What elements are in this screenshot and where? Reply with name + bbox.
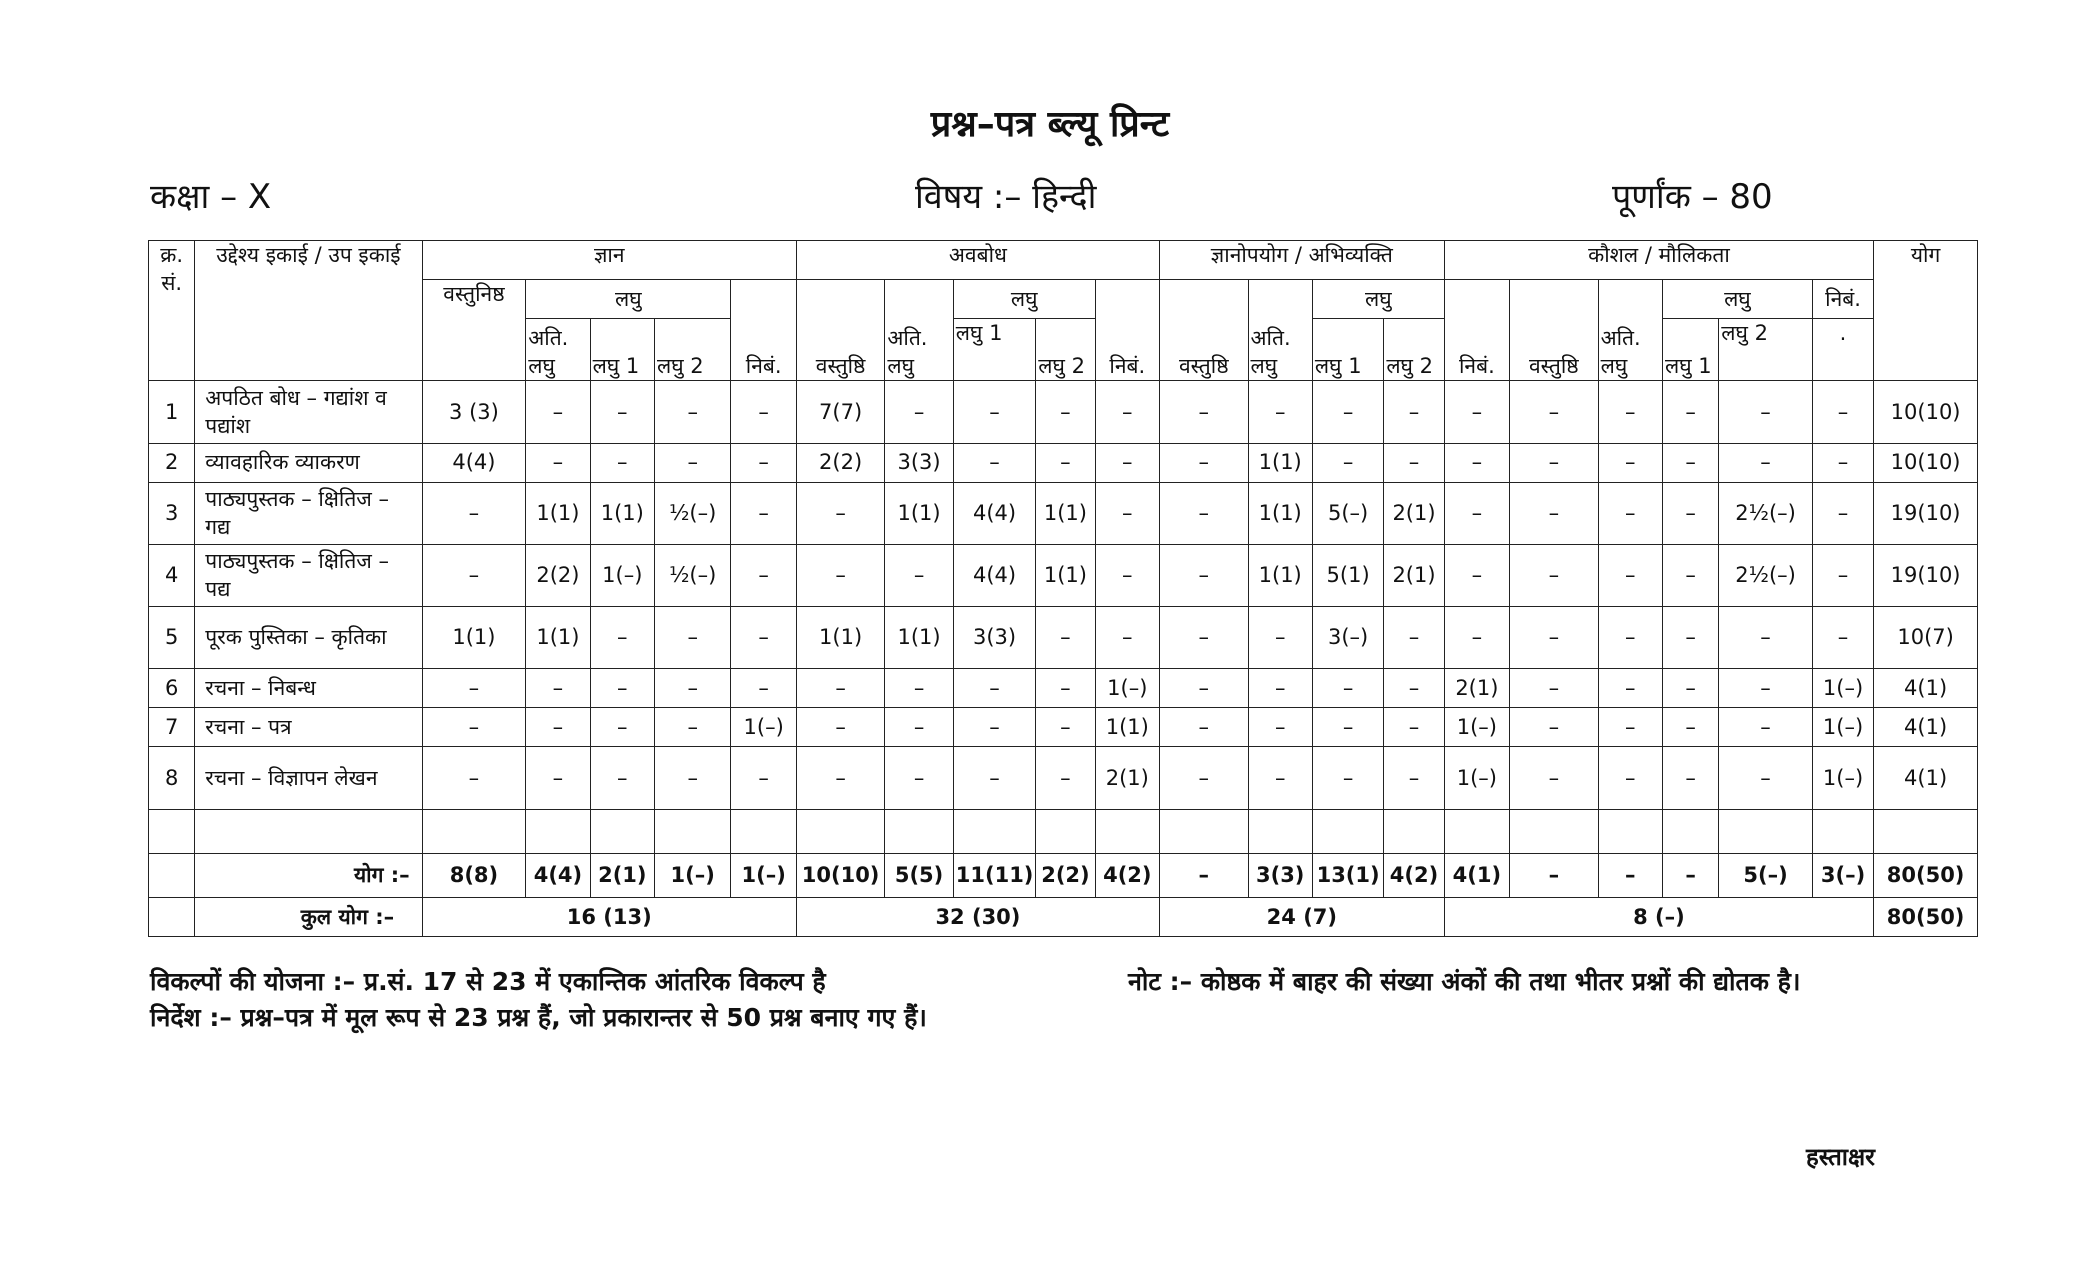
row-cell: – <box>1812 381 1873 443</box>
header-essay: निबं. <box>1444 280 1509 381</box>
row-cell: – <box>1662 607 1718 669</box>
row-cell: – <box>526 669 590 708</box>
row-cell: – <box>654 381 730 443</box>
class-label: कक्षा – X <box>150 177 272 217</box>
row-cell: – <box>1510 482 1599 544</box>
row-cell: 5(1) <box>1312 544 1383 606</box>
row-cell: 4(4) <box>422 443 526 482</box>
row-cell: – <box>1095 544 1159 606</box>
row-cell: 4(4) <box>953 482 1035 544</box>
header-short: लघु <box>1312 280 1444 319</box>
row-cell: – <box>731 443 796 482</box>
row-cell: – <box>1444 607 1509 669</box>
row-cell: – <box>796 747 885 809</box>
row-cell: 1(1) <box>796 607 885 669</box>
grand-total-row <box>149 897 1978 936</box>
sum-cell: 11(11) <box>953 853 1035 897</box>
row-cell: – <box>1036 607 1095 669</box>
row-cell: – <box>731 607 796 669</box>
table-row <box>149 381 1978 443</box>
row-cell: – <box>1598 747 1662 809</box>
row-total: 19(10) <box>1874 482 1978 544</box>
header-short: लघु <box>526 280 731 319</box>
sum-cell: 3(–) <box>1812 853 1873 897</box>
sum-cell: 4(1) <box>1444 853 1509 897</box>
row-cell: – <box>1312 708 1383 747</box>
table-row <box>149 482 1978 544</box>
table-row <box>149 747 1978 809</box>
row-cell: – <box>1444 482 1509 544</box>
sum-cell: 5(–) <box>1719 853 1813 897</box>
row-cell: – <box>1510 381 1599 443</box>
row-cell: – <box>1662 669 1718 708</box>
blueprint-table <box>148 240 1978 937</box>
table-row <box>149 544 1978 606</box>
row-cell: – <box>1248 607 1312 669</box>
grand-total-label: कुल योग :– <box>195 897 422 936</box>
header-very-short: अति. लघु <box>885 280 953 381</box>
row-cell: 1(–) <box>1812 708 1873 747</box>
row-cell: – <box>1598 482 1662 544</box>
row-cell: 1(1) <box>1036 482 1095 544</box>
row-cell: – <box>1160 607 1249 669</box>
header-very-short: अति. लघु <box>1598 280 1662 381</box>
row-cell: – <box>422 708 526 747</box>
header-group-understanding: अवबोध <box>796 241 1159 280</box>
table-row <box>149 669 1978 708</box>
row-cell: – <box>1662 708 1718 747</box>
row-cell: – <box>590 747 654 809</box>
row-total: 19(10) <box>1874 544 1978 606</box>
row-cell: 1(–) <box>731 708 796 747</box>
row-cell: – <box>1510 544 1599 606</box>
row-cell: 1(1) <box>885 482 953 544</box>
sum-cell: – <box>1160 853 1249 897</box>
row-total: 10(7) <box>1874 607 1978 669</box>
row-cell: 2(1) <box>1384 482 1444 544</box>
row-topic: पाठ्यपुस्तक – क्षितिज – गद्य <box>195 482 422 544</box>
row-cell: – <box>953 381 1035 443</box>
signature-label: हस्ताक्षर <box>1806 1143 1875 1171</box>
row-cell: – <box>590 381 654 443</box>
row-cell: – <box>1662 482 1718 544</box>
row-cell: – <box>1160 443 1249 482</box>
header-short-1: लघु 1 <box>1312 319 1383 381</box>
row-cell: – <box>1384 443 1444 482</box>
options-scheme-text: विकल्पों की योजना :– प्र.सं. 17 से 23 में एकान्तिक आंतरिक विकल्प है <box>150 967 826 996</box>
row-cell: 2(2) <box>796 443 885 482</box>
row-cell: – <box>590 607 654 669</box>
sum-cell: 4(2) <box>1384 853 1444 897</box>
direction-text: निर्देश :– प्रश्न–पत्र में मूल रूप से 23 प्रश्न हैं, जो प्रकारान्तर से 50 प्रश्न बनाए गए हैं। <box>150 1003 927 1032</box>
header-objective: वस्तुष्ठि <box>1510 280 1599 381</box>
row-cell: – <box>1160 747 1249 809</box>
row-cell: – <box>885 381 953 443</box>
row-cell: 1(1) <box>885 607 953 669</box>
sum-cell: 5(5) <box>885 853 953 897</box>
row-cell: – <box>1384 708 1444 747</box>
row-cell: 2½(–) <box>1719 482 1813 544</box>
row-cell: – <box>1095 607 1159 669</box>
row-cell: 1(1) <box>1248 482 1312 544</box>
table-row <box>149 607 1978 669</box>
sum-total: 80(50) <box>1874 853 1978 897</box>
header-very-short: अति. लघु <box>526 319 590 381</box>
row-cell: – <box>526 443 590 482</box>
sum-cell: 10(10) <box>796 853 885 897</box>
row-topic: रचना – पत्र <box>195 708 422 747</box>
row-cell: – <box>1312 381 1383 443</box>
header-group-knowledge: ज्ञान <box>422 241 796 280</box>
row-cell: – <box>1510 669 1599 708</box>
row-cell: – <box>1312 443 1383 482</box>
row-cell: – <box>731 669 796 708</box>
sum-row <box>149 853 1978 897</box>
row-cell: 1(–) <box>590 544 654 606</box>
row-cell: – <box>526 381 590 443</box>
header-dot: . <box>1812 319 1873 381</box>
header-short: लघु <box>953 280 1095 319</box>
row-sno: 3 <box>149 482 195 544</box>
row-cell: – <box>1095 381 1159 443</box>
sum-cell: 1(–) <box>731 853 796 897</box>
row-cell: – <box>1248 747 1312 809</box>
row-topic: पाठ्यपुस्तक – क्षितिज – पद्य <box>195 544 422 606</box>
row-cell: – <box>1036 708 1095 747</box>
row-cell: ½(–) <box>654 544 730 606</box>
row-cell: – <box>1248 669 1312 708</box>
header-short-2: लघु 2 <box>1036 319 1095 381</box>
row-cell: – <box>1598 381 1662 443</box>
row-cell: – <box>1444 381 1509 443</box>
sum-cell: – <box>1598 853 1662 897</box>
row-cell: – <box>1036 381 1095 443</box>
row-cell: – <box>654 669 730 708</box>
row-cell: – <box>1312 747 1383 809</box>
row-cell: 1(–) <box>1444 708 1509 747</box>
row-cell: – <box>953 669 1035 708</box>
row-cell: – <box>1719 747 1813 809</box>
row-cell: – <box>1812 607 1873 669</box>
row-cell: 1(1) <box>526 482 590 544</box>
row-sno: 8 <box>149 747 195 809</box>
row-cell: – <box>1662 544 1718 606</box>
row-cell: 4(4) <box>953 544 1035 606</box>
row-cell: 1(–) <box>1444 747 1509 809</box>
row-cell: – <box>1510 607 1599 669</box>
row-cell: – <box>590 443 654 482</box>
row-cell: 1(1) <box>1248 544 1312 606</box>
row-sno: 5 <box>149 607 195 669</box>
row-cell: – <box>1719 443 1813 482</box>
row-sno: 6 <box>149 669 195 708</box>
row-total: 4(1) <box>1874 747 1978 809</box>
row-cell: – <box>1160 482 1249 544</box>
row-cell: – <box>526 747 590 809</box>
row-cell: 2(1) <box>1444 669 1509 708</box>
row-total: 10(10) <box>1874 443 1978 482</box>
row-cell: – <box>953 747 1035 809</box>
row-cell: – <box>526 708 590 747</box>
note-text: नोट :– कोष्ठक में बाहर की संख्या अंकों की तथा भीतर प्रश्नों की द्योतक है। <box>1128 967 1801 996</box>
row-sno: 7 <box>149 708 195 747</box>
row-cell: – <box>422 747 526 809</box>
row-cell: – <box>1510 443 1599 482</box>
row-cell: 1(1) <box>422 607 526 669</box>
row-topic: रचना – विज्ञापन लेखन <box>195 747 422 809</box>
row-total: 4(1) <box>1874 708 1978 747</box>
sum-label: योग :– <box>195 853 422 897</box>
row-cell: – <box>1384 669 1444 708</box>
grand-total-value: 80(50) <box>1874 897 1978 936</box>
row-cell: – <box>885 669 953 708</box>
row-cell: – <box>1248 381 1312 443</box>
header-short-2: लघु 2 <box>1719 319 1813 381</box>
row-cell: ½(–) <box>654 482 730 544</box>
row-cell: – <box>1036 669 1095 708</box>
row-cell: – <box>654 607 730 669</box>
header-essay: निबं. <box>1095 280 1159 381</box>
row-cell: – <box>1444 443 1509 482</box>
row-cell: – <box>654 443 730 482</box>
sum-cell: 2(2) <box>1036 853 1095 897</box>
row-sno: 1 <box>149 381 195 443</box>
row-cell: 2(2) <box>526 544 590 606</box>
row-cell: – <box>1095 443 1159 482</box>
row-cell: – <box>1719 381 1813 443</box>
row-cell: 2(1) <box>1095 747 1159 809</box>
row-cell: – <box>654 708 730 747</box>
row-cell: – <box>1598 544 1662 606</box>
row-cell: – <box>1812 482 1873 544</box>
row-sno: 4 <box>149 544 195 606</box>
row-cell: 3(3) <box>953 607 1035 669</box>
row-cell: 1(1) <box>526 607 590 669</box>
row-cell: – <box>422 482 526 544</box>
row-cell: – <box>1812 544 1873 606</box>
grand-group-application: 24 (7) <box>1160 897 1445 936</box>
row-cell: 1(–) <box>1812 669 1873 708</box>
row-cell: 1(1) <box>1036 544 1095 606</box>
sum-cell: 3(3) <box>1248 853 1312 897</box>
subject-label: विषय :– हिन्दी <box>915 177 1097 217</box>
row-total: 4(1) <box>1874 669 1978 708</box>
header-short-1: लघु 1 <box>1662 319 1718 381</box>
row-cell: – <box>1160 708 1249 747</box>
sum-cell: 1(–) <box>654 853 730 897</box>
row-cell: – <box>422 669 526 708</box>
row-topic: पूरक पुस्तिका – कृतिका <box>195 607 422 669</box>
row-cell: – <box>1248 708 1312 747</box>
row-cell: 2½(–) <box>1719 544 1813 606</box>
table-row <box>149 708 1978 747</box>
row-cell: – <box>1160 669 1249 708</box>
sum-cell: 4(4) <box>526 853 590 897</box>
row-cell: – <box>953 443 1035 482</box>
row-cell: – <box>1384 381 1444 443</box>
row-cell: – <box>1095 482 1159 544</box>
header-very-short: अति. लघु <box>1248 280 1312 381</box>
row-cell: – <box>1598 708 1662 747</box>
row-cell: 1(–) <box>1095 669 1159 708</box>
header-short-1: लघु 1 <box>953 319 1035 381</box>
row-cell: – <box>796 669 885 708</box>
grand-group-skill: 8 (–) <box>1444 897 1874 936</box>
row-cell: – <box>731 482 796 544</box>
sum-cell: 2(1) <box>590 853 654 897</box>
row-cell: – <box>1719 607 1813 669</box>
header-short: लघु <box>1662 280 1812 319</box>
header-total: योग <box>1874 241 1978 381</box>
row-cell: – <box>1812 443 1873 482</box>
header-group-application: ज्ञानोपयोग / अभिव्यक्ति <box>1160 241 1445 280</box>
header-essay: निबं. <box>1812 280 1873 319</box>
row-cell: 7(7) <box>796 381 885 443</box>
row-topic: व्यावहारिक व्याकरण <box>195 443 422 482</box>
row-cell: 2(1) <box>1384 544 1444 606</box>
header-group-skill: कौशल / मौलिकता <box>1444 241 1874 280</box>
row-cell: – <box>885 544 953 606</box>
row-cell: – <box>885 708 953 747</box>
row-cell: – <box>1719 669 1813 708</box>
grand-group-understanding: 32 (30) <box>796 897 1159 936</box>
row-cell: 5(–) <box>1312 482 1383 544</box>
sum-cell: 13(1) <box>1312 853 1383 897</box>
row-cell: 3(–) <box>1312 607 1383 669</box>
header-sno: क्र. सं. <box>149 241 195 381</box>
row-topic: रचना – निबन्ध <box>195 669 422 708</box>
row-cell: – <box>590 669 654 708</box>
row-cell: – <box>1160 381 1249 443</box>
row-cell: – <box>731 747 796 809</box>
row-cell: – <box>731 381 796 443</box>
sum-cell: 8(8) <box>422 853 526 897</box>
row-cell: – <box>1719 708 1813 747</box>
header-short-2: लघु 2 <box>1384 319 1444 381</box>
header-short-2: लघु 2 <box>654 319 730 381</box>
row-cell: – <box>654 747 730 809</box>
row-cell: – <box>885 747 953 809</box>
sum-cell: 4(2) <box>1095 853 1159 897</box>
row-cell: – <box>1312 669 1383 708</box>
row-cell: – <box>1510 747 1599 809</box>
row-cell: 1(1) <box>590 482 654 544</box>
row-cell: – <box>1444 544 1509 606</box>
row-cell: – <box>1598 669 1662 708</box>
header-unit: उद्देश्य इकाई / उप इकाई <box>195 241 422 381</box>
sum-cell: – <box>1662 853 1718 897</box>
total-marks-label: पूर्णांक – 80 <box>1612 177 1773 217</box>
header-essay: निबं. <box>731 280 796 381</box>
row-cell: – <box>796 482 885 544</box>
page-title: प्रश्न–पत्र ब्ल्यू प्रिन्ट <box>930 104 1170 145</box>
row-cell: – <box>953 708 1035 747</box>
empty-row <box>149 809 1978 853</box>
row-topic: अपठित बोध – गद्यांश व पद्यांश <box>195 381 422 443</box>
row-cell: – <box>1384 747 1444 809</box>
row-cell: – <box>1598 607 1662 669</box>
row-cell: – <box>1662 747 1718 809</box>
row-cell: – <box>796 708 885 747</box>
row-cell: – <box>422 544 526 606</box>
header-objective: वस्तुष्ठि <box>796 280 885 381</box>
grand-group-knowledge: 16 (13) <box>422 897 796 936</box>
row-cell: – <box>1384 607 1444 669</box>
row-cell: – <box>731 544 796 606</box>
header-short-1: लघु 1 <box>590 319 654 381</box>
row-total: 10(10) <box>1874 381 1978 443</box>
row-cell: – <box>1598 443 1662 482</box>
row-cell: – <box>1160 544 1249 606</box>
row-cell: – <box>1510 708 1599 747</box>
row-cell: – <box>1036 747 1095 809</box>
row-cell: – <box>590 708 654 747</box>
row-cell: 3 (3) <box>422 381 526 443</box>
table-row <box>149 443 1978 482</box>
row-cell: – <box>796 544 885 606</box>
row-cell: 1(–) <box>1812 747 1873 809</box>
row-cell: 1(1) <box>1248 443 1312 482</box>
row-sno: 2 <box>149 443 195 482</box>
row-cell: – <box>1036 443 1095 482</box>
row-cell: 3(3) <box>885 443 953 482</box>
row-cell: – <box>1662 443 1718 482</box>
row-cell: 1(1) <box>1095 708 1159 747</box>
header-objective: वस्तुष्ठि <box>1160 280 1249 381</box>
row-cell: – <box>1662 381 1718 443</box>
header-objective: वस्तुनिष्ठ <box>422 280 526 381</box>
sum-cell: – <box>1510 853 1599 897</box>
